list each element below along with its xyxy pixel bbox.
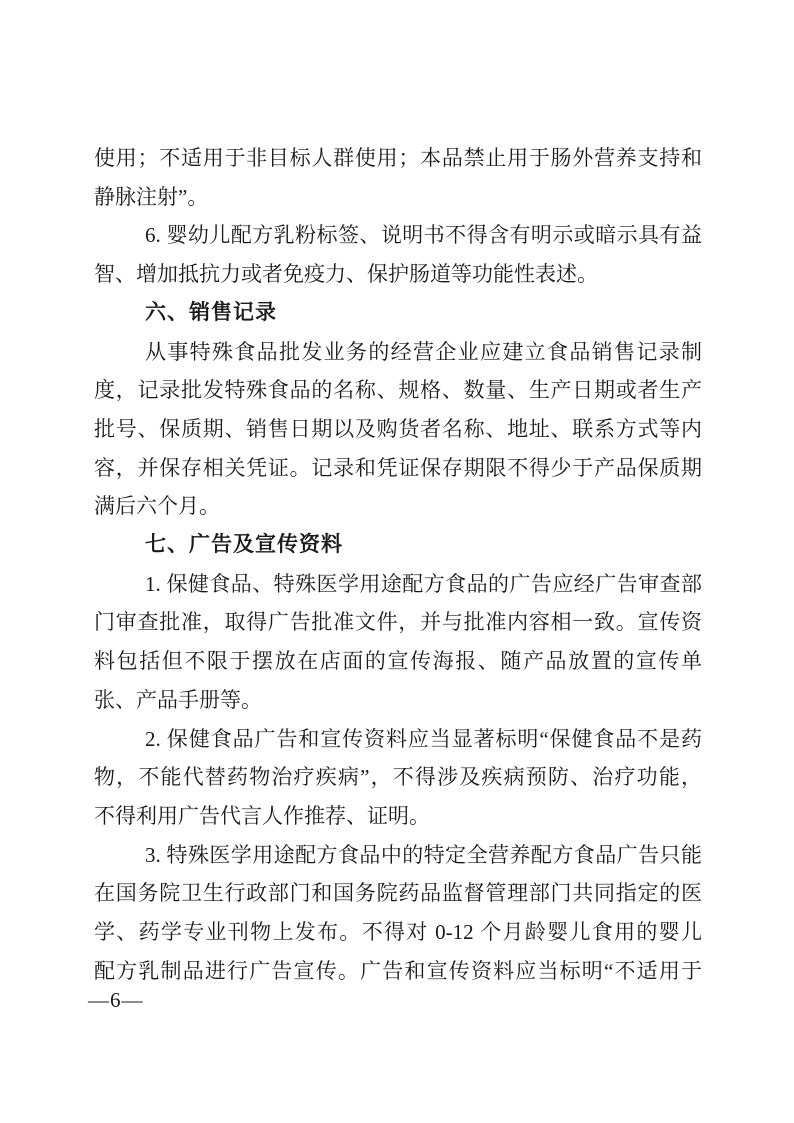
text-line: 张、产品手册等。 [94,687,262,712]
text-line: 6. 婴幼儿配方乳粉标签、说明书不得含有明示或暗示具有益 [145,223,702,248]
text-line: 不得利用广告代言人作推荐、证明。 [94,803,430,828]
section-heading-sales-records: 六、销售记录 [145,300,277,324]
text-line: 配方乳制品进行广告宣传。广告和宣传资料应当标明“不适用于 [94,958,702,983]
text-line: 使用；不适用于非目标人群使用；本品禁止用于肠外营养支持和 [94,146,702,170]
page-number: —6— [88,988,144,1012]
text-line: 批号、保质期、销售日期以及购货者名称、地址、联系方式等内 [94,416,702,441]
text-line: 智、增加抵抗力或者免疫力、保护肠道等功能性表述。 [94,262,598,287]
document-body [94,139,702,990]
text-line: 物，不能代替药物治疗疾病”，不得涉及疾病预防、治疗功能， [94,765,702,790]
text-line: 在国务院卫生行政部门和国务院药品监督管理部门共同指定的医 [94,881,702,906]
text-line: 学、药学专业刊物上发布。不得对 0-12 个月龄婴儿食用的婴儿 [94,920,702,945]
text-line: 从事特殊食品批发业务的经营企业应建立食品销售记录制 [145,339,702,364]
text-line: 容，并保存相关凭证。记录和凭证保存期限不得少于产品保质期 [94,455,702,480]
section-heading-advertising: 七、广告及宣传资料 [145,533,343,557]
text-line: 2. 保健食品广告和宣传资料应当显著标明“保健食品不是药 [145,726,702,751]
text-line: 满后六个月。 [94,494,220,519]
text-line: 1. 保健食品、特殊医学用途配方食品的广告应经广告审查部 [145,571,702,596]
text-line: 3. 特殊医学用途配方食品中的特定全营养配方食品广告只能 [145,842,702,867]
text-line: 静脉注射”。 [94,184,209,209]
text-line: 度，记录批发特殊食品的名称、规格、数量、生产日期或者生产 [94,378,702,403]
text-line: 料包括但不限于摆放在店面的宣传海报、随产品放置的宣传单 [94,649,702,674]
text-line: 门审查批准，取得广告批准文件，并与批准内容相一致。宣传资 [94,610,702,635]
